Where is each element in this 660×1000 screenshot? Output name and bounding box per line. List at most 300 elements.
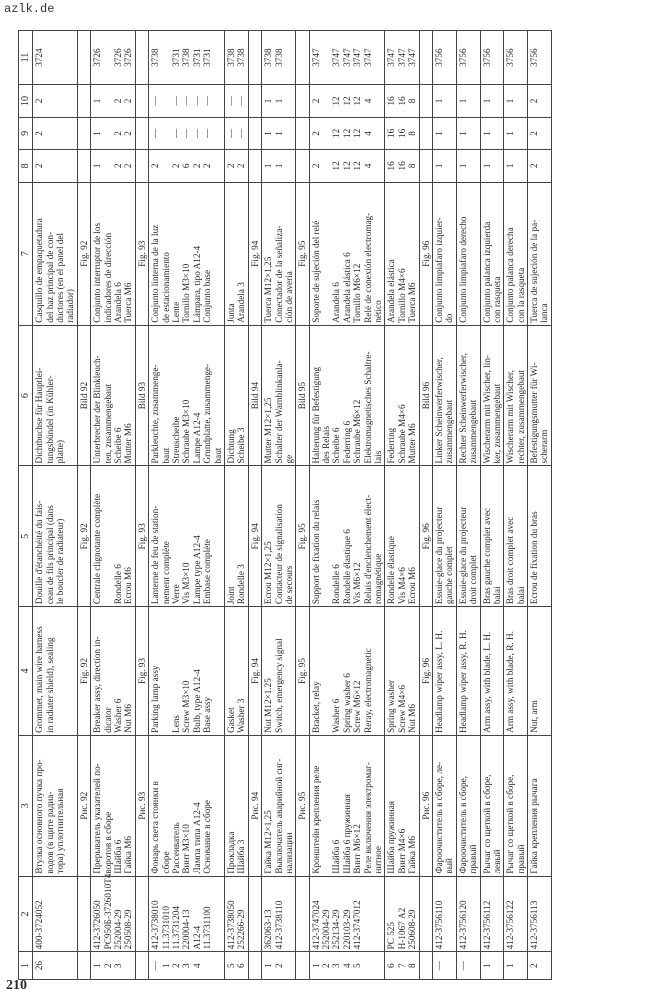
cell-line: baut [212,447,223,464]
figure-reference [421,152,431,179]
figure-reference: Fig. 93 [136,523,147,550]
cell-line: 3756 [505,48,516,67]
table-cell-q9 [456,117,480,149]
table-cell-de [456,325,480,466]
table-cell-en [296,607,309,736]
cell-line: gauche complet [444,546,455,605]
table-cell-q8 [504,150,528,182]
cell-line: 252266-29 [236,909,247,950]
table-cell-cat [91,31,136,85]
cell-line: воротов в сборе [102,811,113,874]
figure-reference: Fig. 95 [297,523,308,550]
table-cell-cat [309,31,385,85]
figure-ref-row [419,31,432,980]
cell-line: 1 [457,98,468,104]
cell-line: 8 [407,98,418,104]
cell-line: Прокладка [225,831,236,874]
cell-line: del haz principal de con- [44,231,55,323]
figure-reference [79,954,89,977]
table-cell-part [385,876,419,952]
cell-line: Screw M3×10 [181,680,192,733]
figure-reference: Рис. 94 [249,791,260,820]
cell-line: — [202,128,213,138]
figure-reference [137,954,147,977]
cell-line: 1 [273,163,284,169]
table-cell-part [432,876,456,952]
cell-line: Ecrou de fixation du bras [529,511,540,605]
table-cell-en [91,607,136,736]
table-cell-q10 [480,85,504,117]
cell-line: Arm assy, with blade, L. H. [481,631,492,733]
cell-line: Шайба 6 [331,839,342,874]
table-cell-q9 [296,117,309,149]
figure-reference: Fig. 93 [136,658,147,685]
column-header: 6 [19,325,33,466]
figure-reference: Bild 94 [249,381,260,410]
cell-line: Wischerarm mit Wischer, lin- [481,355,492,464]
cell-line: нализации [283,832,294,874]
cell-line: 412-3756110 [433,900,444,950]
cell-line: Arandela elástica 6 [341,252,352,323]
table-cell-part [262,876,296,952]
cell-line: Conectador de la señaliza- [273,225,284,323]
cell-line: 16 [396,161,407,171]
table-cell-cat [149,31,225,85]
cell-line: Scheibe 3 [236,427,247,464]
cell-line: Tornillo M6×12 [352,263,363,323]
cell-line: Grommet, main wire harness [34,626,45,733]
cell-line: Lanterne de feu de station- [150,505,161,605]
table-cell-en [224,607,248,736]
cell-line: Lens [170,715,181,733]
figure-reference [79,879,89,950]
cell-line: Arandela elástica [386,259,397,323]
page-number: 210 [6,978,27,993]
table-cell-en [149,607,225,736]
cell-line: правый [515,844,526,874]
table-cell-part [419,876,432,952]
cell-line: 412-3756113 [529,900,540,950]
table-cell-q10 [262,85,296,117]
cell-line: 16 [396,128,407,138]
table-row [432,31,456,980]
figure-reference: Bild 96 [420,381,431,410]
table-cell-q10 [77,85,90,117]
table-cell-part [296,876,309,952]
cell-line: Шайба 6 пружинная [341,794,352,874]
cell-line: Винт М4×6 [396,828,407,874]
table-cell-num [135,952,148,980]
table-cell-ru [33,735,78,876]
column-header: 3 [19,735,33,876]
table-cell-en [480,607,504,736]
cell-line: — [457,961,468,971]
table-cell-cat [504,31,528,85]
cell-line: 362063-13 [263,909,274,950]
table-cell-en [504,607,528,736]
cell-line: nement complète [160,541,171,605]
cell-line: Гайка М12×1,25 [263,810,274,874]
table-cell-num [504,952,528,980]
cell-line: le boucler de radiateur) [55,518,66,605]
figure-reference: Fig. 93 [136,240,147,267]
table-cell-cat [528,31,552,85]
cell-line: 3738 [181,48,192,67]
cell-line [321,468,331,604]
figure-reference: Fig. 95 [297,240,308,267]
cell-line: тора) уплотнительная [55,788,66,874]
cell-line: Washer 6 [113,698,124,733]
table-cell-fr [480,466,504,607]
cell-line: 412-3738110 [273,900,284,950]
cell-line: de secours [283,565,294,605]
cell-line: con la rasqueta [515,267,526,323]
figure-reference [250,120,260,147]
figure-reference [250,954,260,977]
table-cell-en [456,607,480,736]
cell-line: Bras droit complet avec [505,516,516,605]
cell-line: — [170,96,181,106]
table-cell-ru [77,735,90,876]
table-cell-de [432,325,456,466]
cell-line: Mutter M12×1,25 [263,397,274,464]
table-cell-fr [528,466,552,607]
figure-ref-row [135,31,148,980]
figure-reference: Рис. 92 [78,791,89,820]
table-cell-q9 [262,117,296,149]
table-cell-q9 [77,117,90,149]
cell-line: Фароочиститель в сборе, ле- [433,761,444,874]
cell-line: Junta [225,303,236,323]
cell-line [161,152,171,179]
table-cell-num [77,952,90,980]
table-cell-q8 [528,150,552,182]
figure-reference [79,33,89,82]
table-cell-q10 [432,85,456,117]
table-cell-q10 [248,85,261,117]
cell-line: 16 [396,96,407,106]
cell-line: 1 [273,98,284,104]
table-cell-q10 [296,85,309,117]
table-cell-q8 [480,150,504,182]
figure-reference: Fig. 92 [78,658,89,685]
cell-line: 250508-29 [123,909,134,950]
table-cell-q9 [528,117,552,149]
cell-line: 412-3738010 [150,900,161,950]
figure-ref-row [296,31,309,980]
cell-line: 1 [457,131,468,136]
table-cell-es [33,182,78,325]
cell-line: 1 [92,98,103,104]
cell-line: 12 [352,96,363,106]
table-cell-fr [296,466,309,607]
table-cell-cat [419,31,432,85]
cell-line: 1 [457,163,468,169]
table-cell-part [91,873,136,952]
table-cell-ru [296,735,309,876]
table-cell-ru [480,735,504,876]
cell-line: 2 [150,163,161,169]
table-cell-de [528,325,552,466]
cell-line: Vis M3×10 [181,562,192,605]
cell-line: 11.3731100 [202,906,213,950]
figure-reference: Bild 95 [297,381,308,410]
cell-line: 1 [481,131,492,136]
table-row [528,31,552,980]
cell-line: 2 [34,131,45,136]
table-cell-fr [504,466,528,607]
cell-line: Douille d'étanchéité du fais- [34,500,45,605]
cell-line: 220004-13 [181,909,192,950]
cell-line: Рычаг со щеткой в сборе, [481,774,492,874]
cell-line: con rasqueta [491,276,502,323]
cell-line: Кронштейн крепления реле [310,765,321,874]
cell-line [321,738,331,874]
cell-line: 412-3756122 [505,900,516,950]
cell-line: 12 [352,128,363,138]
table-cell-es [504,182,528,325]
table-cell-q8 [248,150,261,182]
cell-line: 6 [181,163,192,169]
cell-line: 2 [113,163,124,169]
figure-reference [250,33,260,82]
table-cell-q10 [504,85,528,117]
cell-line: 1 [92,163,103,169]
cell-line: 11.3731010 [160,906,171,950]
cell-line: 12 [331,96,342,106]
table-cell-en [262,607,296,736]
cell-line: 2 [170,963,181,968]
column-header: 2 [19,876,33,952]
cell-line: Centrale clignotante complète [92,493,103,605]
cell-line: balai [515,586,526,605]
table-cell-part [504,876,528,952]
table-cell-num [224,952,248,980]
cell-line: Schalter der Warnblinkanla- [273,360,284,464]
table-cell-q10 [456,85,480,117]
table-cell-q10 [149,85,225,117]
cell-line: 1 [433,163,444,169]
table-cell-ru [248,735,261,876]
cell-line: Bras gauche complet avec [481,508,492,605]
cell-line: 1 [505,163,516,169]
cell-line: 4 [191,963,202,968]
cell-line [161,33,171,82]
cell-line: вый [444,858,455,874]
cell-line: Mutter M6 [407,423,418,464]
table-cell-q10 [135,85,148,117]
cell-line: 3726 [123,48,134,67]
table-cell-q8 [77,150,90,182]
figure-reference [297,120,307,147]
table-cell-ru [528,735,552,876]
cell-line: 2 [202,163,213,169]
table-cell-part [248,876,261,952]
figure-reference [137,879,147,950]
cell-line: Relais d'enclenchement élect- [362,494,373,605]
cell-line: Relé de conexión electromag- [362,212,373,323]
cell-line: 2 [529,98,540,104]
table-cell-cat [77,31,90,85]
cell-line: Spring washer 6 [341,673,352,733]
table-cell-fr [224,466,248,607]
cell-line: — [181,96,192,106]
figure-reference [421,879,431,950]
table-cell-de [135,325,148,466]
cell-line: 1 [273,131,284,136]
cell-line: Reray, electromagnetic [362,648,373,733]
table-cell-q8 [149,150,225,182]
cell-line: Tuerca M6 [123,282,134,323]
table-cell-en [419,607,432,736]
cell-line: Screw M4×6 [396,685,407,733]
cell-line: Tornillo M4×6 [396,268,407,323]
cell-line: 3738 [225,48,236,67]
table-cell-fr [33,466,78,607]
table-cell-ru [135,735,148,876]
cell-line: Casquillo de empaquetadura [34,218,45,323]
cell-line: Arandela 6 [113,282,124,323]
cell-line: — [225,128,236,138]
cell-line: 3726 [92,48,103,67]
table-cell-q8 [262,150,296,182]
cell-line: ductores (en el panel del [55,232,66,323]
cell-line: Фонарь света стоянки в [150,781,161,874]
cell-line [103,33,113,82]
figure-reference [421,33,431,82]
cell-line: 412-3747012 [352,900,363,950]
table-cell-q10 [91,85,136,117]
table-cell-de [91,325,136,466]
cell-line: 412-3756112 [481,900,492,950]
cell-line: А12-4 [191,925,202,950]
table-cell-en [309,607,385,736]
cell-line [321,185,331,323]
figure-ref-row [248,31,261,980]
cell-line: Nut, arm [529,700,540,733]
table-cell-fr [248,466,261,607]
cell-line: 412-3756120 [457,900,468,950]
cell-line: 3747 [396,48,407,67]
cell-line: 3756 [457,48,468,67]
table-cell-fr [135,466,148,607]
cell-line: 400-3724052 [34,900,45,950]
table-cell-de [296,325,309,466]
figure-ref-row [77,31,90,980]
cell-line: Прерыватель указателей по- [92,763,103,874]
table-cell-de [419,325,432,466]
cell-line: Essuie-glace du projecteur [457,506,468,605]
table-cell-de [385,325,419,466]
table-cell-q10 [528,85,552,117]
table-cell-es [419,182,432,325]
figure-reference [250,879,260,950]
cell-line: 3756 [529,48,540,67]
table-row [385,31,419,980]
cell-line: Befestigungsmutter für Wi- [529,362,540,464]
cell-line: PC 525 [386,922,397,950]
table-cell-ru [385,735,419,876]
cell-line: Tuerca M6 [407,282,418,323]
cell-line: 3 [331,963,342,968]
cell-line: 3731 [170,48,181,67]
figure-reference: Fig. 94 [249,240,260,267]
figure-reference [421,120,431,147]
column-header: 11 [19,31,33,85]
figure-reference [297,87,307,114]
table-cell-es [262,182,296,325]
table-cell-q10 [33,85,78,117]
cell-line: Гайка крепления рычага [529,778,540,874]
cell-line: ceau de fils principal (dans [44,505,55,605]
cell-line: lanca [539,303,550,323]
cell-line: Bulb, type A12-4 [191,669,202,733]
table-row [224,31,248,980]
cell-line: 8 [407,963,418,968]
figure-reference [79,152,89,179]
table-cell-cat [224,31,248,85]
cell-line: platte) [55,439,66,464]
cell-line: Conjunto interruptor de los [92,222,103,323]
cell-line: Conjunto palanca izquierda [481,221,492,323]
parts-table [18,30,552,980]
table-cell-es [432,182,456,325]
table-cell-num [248,952,261,980]
cell-line: Scheibe 6 [113,427,124,464]
cell-line: romagnétique [373,553,384,605]
cell-line: 250608-29 [407,909,418,950]
figure-reference: Fig. 96 [420,523,431,550]
figure-reference: Fig. 96 [420,240,431,267]
table-cell-es [91,182,136,325]
cell-line: Support de fixation du relais [310,499,321,605]
table-cell-cat [33,31,78,85]
cell-line: — [150,128,161,138]
cell-line: 4 [341,963,352,968]
cell-line: 3747 [310,48,321,67]
cell-line: — [202,96,213,106]
cell-line: PC950Б-3726010Т4 [102,873,113,950]
table-cell-cat [432,31,456,85]
cell-line: 12 [341,161,352,171]
figure-reference [297,954,307,977]
cell-line: Conjunto limpiafaro izquier- [433,217,444,323]
figure-reference: Bild 92 [78,381,89,410]
cell-line: Washer 6 [331,698,342,733]
table-row [33,31,78,980]
cell-line: Breaker assy, direction in- [92,636,103,733]
table-cell-es [456,182,480,325]
cell-line: Гайка М6 [123,836,134,874]
table-cell-ru [262,735,296,876]
cell-line: 2 [225,163,236,169]
table-cell-es [149,182,225,325]
cell-line: Switch, emergency signal [273,638,284,733]
figure-reference [421,954,431,977]
cell-line: Ecrou M6 [407,567,418,605]
cell-line: Ecrou M6 [123,567,134,605]
cell-line: правый [468,844,479,874]
cell-line: Tuerca de sujeción de la pa- [529,219,540,323]
table-row [309,31,385,980]
table-cell-part [33,876,78,952]
table-cell-q9 [149,117,225,149]
table-cell-num [385,952,419,980]
table-cell-q8 [309,150,385,182]
table-cell-q8 [224,150,248,182]
table-cell-part [135,876,148,952]
cell-line: Mutter M6 [123,423,134,464]
